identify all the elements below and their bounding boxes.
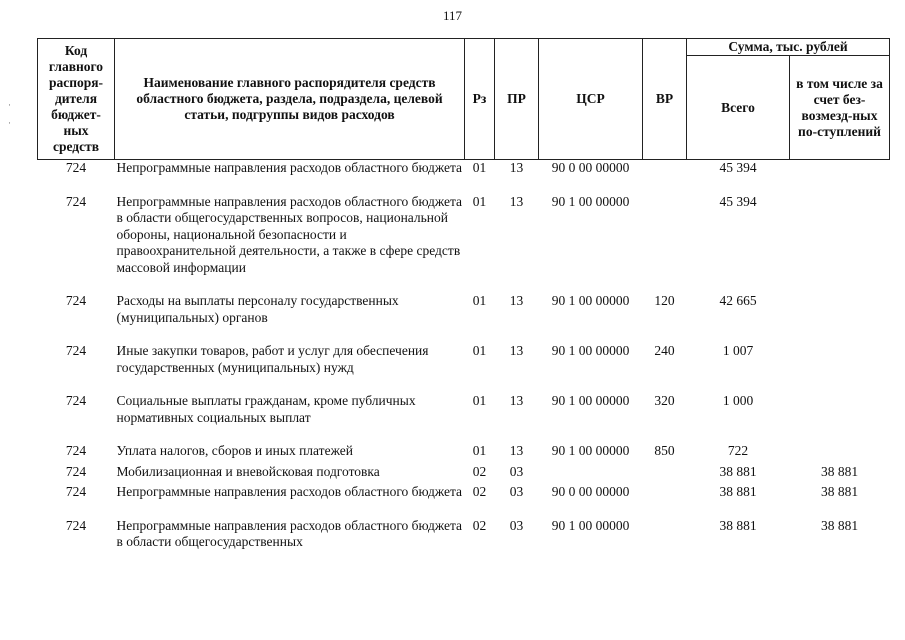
cell-vr [643,160,687,194]
cell-name: Непрограммные направления расходов областного бюджета [116,160,463,175]
header-vr: ВР [643,39,687,160]
table-row [38,160,890,194]
table-row [38,518,890,568]
cell-code: 724 [65,393,87,408]
cell-csr [539,464,643,485]
cell-vr: 240 [654,343,675,358]
cell-name: Социальные выплаты гражданам, кроме публичных нормативных социальных выплат [116,393,416,425]
cell-name: Непрограммные направления расходов областного бюджета в области общегосударственных вопросов, национальной обороны, национальной безопасности и правоохранительной деятельности, а также в сфере средств массовой информации [116,193,463,275]
cell-vr [643,194,687,294]
table-row [38,393,890,443]
cell-free [790,343,890,393]
cell-pr: 13 [509,343,524,358]
cell-code: 724 [65,443,87,458]
cell-pr: 13 [509,193,524,209]
cell-csr: 90 1 00 00000 [551,193,630,209]
cell-free [790,443,890,464]
page-number: 117 [442,8,463,23]
cell-csr: 90 0 00 00000 [551,484,630,499]
cell-csr: 90 1 00 00000 [551,343,630,358]
header-total: Всего [687,56,790,160]
header-csr: ЦСР [539,39,643,160]
header-free: в том числе за счет без-возмезд-ных по-ступлений [790,56,890,160]
header-name: Наименование главного распорядителя средств областного бюджета, раздела, подраздела, целевой статьи, подгруппы видов расходов [115,39,465,160]
header-pr: ПР [495,39,539,160]
cell-code: 724 [65,293,87,308]
table-row [38,443,890,464]
cell-rz: 02 [472,517,487,533]
cell-free [790,393,890,443]
cell-name: Расходы на выплаты персоналу государственных (муниципальных) органов [116,293,399,325]
cell-rz: 01 [472,343,487,358]
cell-name: Иные закупки товаров, работ и услуг для обеспечения государственных (муниципальных) нужд [116,343,429,375]
cell-pr: 13 [509,293,524,308]
cell-rz: 01 [472,393,487,408]
cell-vr: 850 [654,443,675,458]
cell-code: 724 [65,463,87,479]
cell-total: 38 881 [719,517,757,533]
table-row [38,194,890,294]
cell-vr [643,518,687,568]
budget-table [37,38,890,568]
margin-mark: · [8,100,11,110]
cell-rz: 01 [472,443,487,458]
cell-name: Непрограммные направления расходов областного бюджета в области общегосударственных [116,517,463,549]
cell-pr: 13 [509,160,524,175]
cell-rz: 02 [472,463,487,479]
cell-free: 38 881 [820,463,859,479]
cell-total: 42 665 [719,293,757,308]
header-sum-group: Сумма, тыс. рублей [687,39,890,56]
cell-free: 38 881 [820,517,859,533]
cell-total: 1 000 [722,393,754,408]
cell-code: 724 [65,343,87,358]
cell-code: 724 [65,484,87,499]
header-rz: Рз [465,39,495,160]
cell-code: 724 [65,517,87,533]
margin-mark: · [8,118,11,128]
cell-csr: 90 0 00 00000 [551,160,630,175]
cell-rz: 01 [472,193,487,209]
cell-total: 38 881 [719,484,757,499]
cell-free [790,293,890,343]
cell-vr [643,484,687,518]
cell-pr: 13 [509,393,524,408]
cell-vr: 320 [654,393,675,408]
cell-vr: 120 [654,293,675,308]
cell-free [790,160,890,194]
cell-pr: 03 [509,484,524,499]
cell-code: 724 [65,160,87,175]
cell-csr: 90 1 00 00000 [551,517,630,533]
cell-free: 38 881 [820,484,859,499]
table-row [38,343,890,393]
table-row [38,484,890,518]
cell-total: 45 394 [719,160,757,175]
cell-pr: 03 [509,517,524,533]
cell-code: 724 [65,193,87,209]
cell-name: Уплата налогов, сборов и иных платежей [116,443,353,458]
cell-total: 722 [727,443,749,458]
cell-rz: 01 [472,160,487,175]
cell-total: 45 394 [719,193,757,209]
table-header [38,39,890,160]
cell-total: 1 007 [722,343,754,358]
cell-name: Непрограммные направления расходов областного бюджета [116,484,463,499]
cell-csr: 90 1 00 00000 [551,293,630,308]
cell-total: 38 881 [719,463,757,479]
cell-rz: 02 [472,484,487,499]
table-body [38,160,890,568]
cell-pr: 03 [509,463,524,479]
table-row [38,464,890,485]
cell-name: Мобилизационная и вневойсковая подготовка [116,463,380,479]
cell-csr: 90 1 00 00000 [551,443,630,458]
cell-vr [643,464,687,485]
cell-csr: 90 1 00 00000 [551,393,630,408]
cell-free [790,194,890,294]
header-code: Код главного распоря-дителя бюджет-ных средств [38,39,115,160]
cell-rz: 01 [472,293,487,308]
cell-pr: 13 [509,443,524,458]
table-row [38,293,890,343]
